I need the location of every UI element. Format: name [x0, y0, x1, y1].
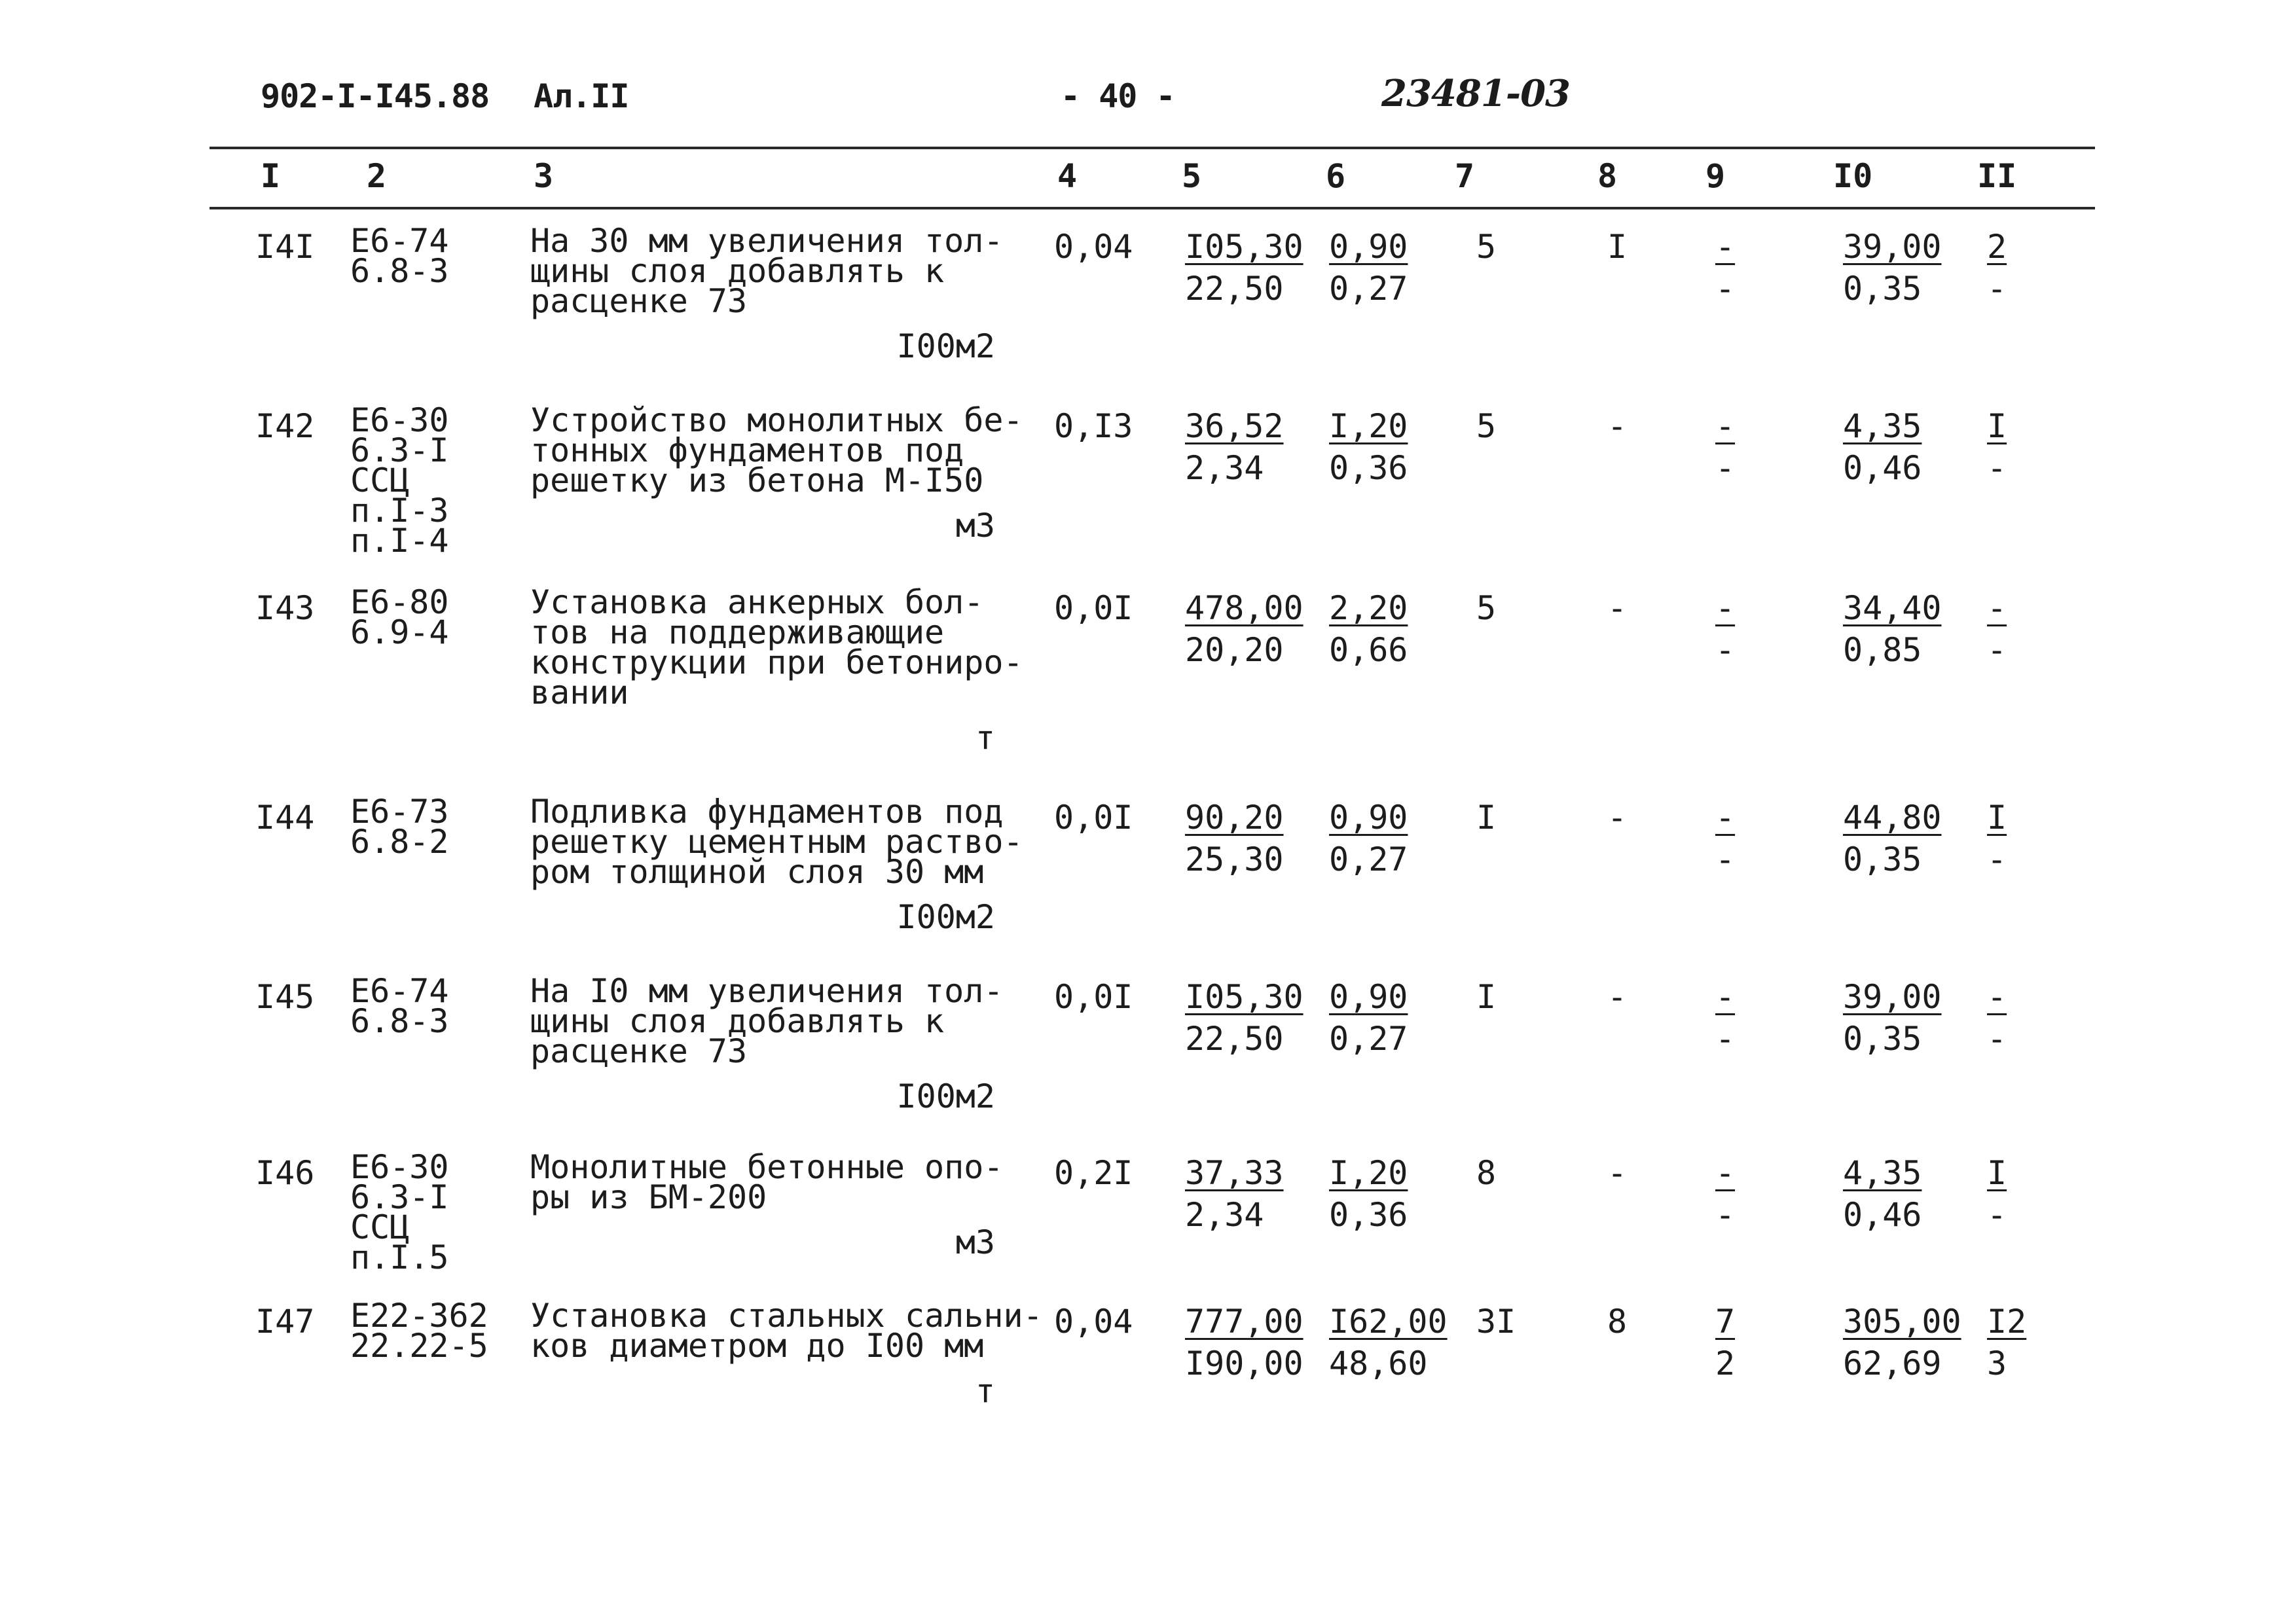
column-9-values: [1715, 1136, 1843, 1291]
value: -: [1607, 1154, 1628, 1192]
column-header-1: I: [261, 157, 281, 195]
value-bottom: -: [1715, 1196, 1736, 1234]
rate-code-line: 6.8-3: [350, 252, 449, 290]
rate-code-line: 22.22-5: [350, 1327, 488, 1365]
table-row: [255, 1136, 2066, 1291]
column-7-value: [1476, 386, 1607, 574]
column-11-values: [1987, 574, 2066, 777]
quantity: [1054, 226, 1185, 386]
column-header-10: I0: [1833, 157, 1873, 195]
value-bottom: 0,35: [1843, 840, 1922, 878]
rate-code: [350, 222, 530, 386]
column-10-values: [1843, 777, 1987, 956]
column-header-5: 5: [1182, 157, 1202, 195]
rate-code: [350, 386, 530, 574]
estimate-table-body: [255, 222, 2066, 1430]
column-8-value: [1607, 574, 1715, 777]
value-bottom: -: [1715, 1020, 1736, 1058]
row-number: [255, 226, 350, 386]
value: I: [1476, 799, 1497, 837]
value-top: 0,90: [1329, 978, 1408, 1016]
column-8-value: [1607, 777, 1715, 956]
value-top: 2,20: [1329, 589, 1408, 627]
row-number: [255, 1291, 350, 1430]
column-8-value: [1607, 956, 1715, 1136]
description-line: тонных фундаментов под: [530, 431, 964, 469]
value-top: I05,30: [1185, 228, 1303, 266]
row-number-value: I46: [255, 1154, 315, 1192]
page-number: - 40 -: [1061, 77, 1175, 115]
value: -: [1607, 589, 1628, 627]
value-bottom: 0,35: [1843, 1020, 1922, 1058]
value-bottom: 48,60: [1329, 1344, 1428, 1382]
value-bottom: -: [1715, 840, 1736, 878]
value: 8: [1607, 1303, 1628, 1341]
rate-code: [350, 574, 530, 777]
quantity-value: 0,0I: [1054, 799, 1133, 837]
table-row: [255, 1291, 2066, 1430]
column-8-value: [1607, 226, 1715, 386]
column-header-2: 2: [367, 157, 387, 195]
column-header-9: 9: [1705, 157, 1726, 195]
column-9-values: [1715, 574, 1843, 777]
value: 5: [1476, 589, 1497, 627]
rate-code-line: п.I-3: [350, 492, 449, 530]
quantity-value: 0,2I: [1054, 1154, 1133, 1192]
column-6-values: [1329, 386, 1476, 574]
description-line: расценке 73: [530, 282, 748, 320]
column-header-6: 6: [1326, 157, 1346, 195]
rate-code-line: 6.8-3: [350, 1002, 449, 1040]
value-bottom: 2,34: [1185, 449, 1264, 487]
value-top: 777,00: [1185, 1303, 1303, 1341]
rate-code-line: ССЦ: [350, 1208, 410, 1246]
row-number: [255, 956, 350, 1136]
value: 8: [1476, 1154, 1497, 1192]
row-number-value: I44: [255, 799, 315, 837]
value-bottom: 22,50: [1185, 270, 1284, 308]
value-bottom: -: [1987, 449, 2007, 487]
value: 5: [1476, 228, 1497, 266]
value-bottom: 0,85: [1843, 631, 1922, 669]
value-bottom: 0,27: [1329, 840, 1408, 878]
column-7-value: [1476, 1291, 1607, 1430]
description-line: ков диаметром до I00 мм: [530, 1327, 984, 1365]
row-number-value: I45: [255, 978, 315, 1016]
value-top: 90,20: [1185, 799, 1284, 837]
column-header-8: 8: [1597, 157, 1618, 195]
description-line: тов на поддерживающие: [530, 613, 945, 651]
column-8-value: [1607, 1136, 1715, 1291]
value-bottom: 22,50: [1185, 1020, 1284, 1058]
description-line: Устройство монолитных бе-: [530, 401, 1023, 439]
description-line: Монолитные бетонные опо-: [530, 1148, 1004, 1186]
value-bottom: 0,36: [1329, 449, 1408, 487]
value-top: I05,30: [1185, 978, 1303, 1016]
value-bottom: 0,46: [1843, 449, 1922, 487]
description-line: решетку цементным раство-: [530, 823, 1023, 861]
value-top: -: [1715, 978, 1736, 1016]
estimate-table: [255, 222, 2066, 1430]
measure-unit: I00м2: [896, 327, 995, 365]
table-row: [255, 226, 2066, 386]
column-5-values: [1185, 1291, 1329, 1430]
quantity: [1054, 574, 1185, 777]
value-bottom: -: [1987, 270, 2007, 308]
description-line: На 30 мм увеличения тол-: [530, 222, 1004, 260]
value-top: -: [1715, 1154, 1736, 1192]
document-code: 902-I-I45.88: [261, 77, 490, 115]
row-number: [255, 777, 350, 956]
column-10-values: [1843, 386, 1987, 574]
handwritten-number: 23481-03: [1381, 72, 1570, 115]
value-bottom: -: [1987, 1196, 2007, 1234]
value-bottom: I90,00: [1185, 1344, 1303, 1382]
value-top: -: [1715, 589, 1736, 627]
value-top: I: [1987, 1154, 2007, 1192]
column-5-values: [1185, 1136, 1329, 1291]
column-8-value: [1607, 386, 1715, 574]
description-line: Подливка фундаментов под: [530, 793, 1004, 831]
rate-code-line: 6.9-4: [350, 613, 449, 651]
column-11-values: [1987, 226, 2066, 386]
measure-unit: т: [975, 1372, 995, 1410]
column-9-values: [1715, 1291, 1843, 1430]
value-top: 39,00: [1843, 228, 1942, 266]
rate-code-line: Е6-30: [350, 401, 449, 439]
value-top: 0,90: [1329, 228, 1408, 266]
column-6-values: [1329, 956, 1476, 1136]
value-bottom: -: [1715, 449, 1736, 487]
value-bottom: 2,34: [1185, 1196, 1264, 1234]
column-6-values: [1329, 1136, 1476, 1291]
value-bottom: 20,20: [1185, 631, 1284, 669]
column-7-value: [1476, 574, 1607, 777]
value: -: [1607, 407, 1628, 445]
description-line: щины слоя добавлять к: [530, 252, 945, 290]
row-number-value: I4I: [255, 228, 315, 266]
header-rule-bottom: [210, 207, 2095, 209]
quantity: [1054, 1291, 1185, 1430]
value-bottom: 0,35: [1843, 270, 1922, 308]
value-top: 305,00: [1843, 1303, 1961, 1341]
value-top: I62,00: [1329, 1303, 1448, 1341]
rate-code-line: Е6-73: [350, 793, 449, 831]
column-6-values: [1329, 1291, 1476, 1430]
value: 3I: [1476, 1303, 1516, 1341]
column-10-values: [1843, 1136, 1987, 1291]
column-6-values: [1329, 777, 1476, 956]
value-top: 7: [1715, 1303, 1736, 1341]
column-5-values: [1185, 956, 1329, 1136]
rate-code: [350, 956, 530, 1136]
value-top: I,20: [1329, 1154, 1408, 1192]
description-line: щины слоя добавлять к: [530, 1002, 945, 1040]
column-header-7: 7: [1455, 157, 1475, 195]
measure-unit: м3: [955, 1223, 995, 1261]
column-10-values: [1843, 1291, 1987, 1430]
column-10-values: [1843, 226, 1987, 386]
column-7-value: [1476, 1136, 1607, 1291]
description-line: конструкции при бетониро-: [530, 643, 1023, 681]
value: 5: [1476, 407, 1497, 445]
column-6-values: [1329, 574, 1476, 777]
column-5-values: [1185, 777, 1329, 956]
rate-code-line: 6.3-I: [350, 1178, 449, 1216]
quantity: [1054, 956, 1185, 1136]
header-rule-top: [210, 147, 2095, 149]
row-number-value: I47: [255, 1303, 315, 1341]
value-top: 4,35: [1843, 407, 1922, 445]
column-5-values: [1185, 386, 1329, 574]
value-bottom: 0,46: [1843, 1196, 1922, 1234]
rate-code-line: 6.8-2: [350, 823, 449, 861]
value-bottom: 0,66: [1329, 631, 1408, 669]
work-description: [530, 1291, 1054, 1430]
value-bottom: -: [1987, 631, 2007, 669]
quantity-value: 0,0I: [1054, 589, 1133, 627]
rate-code-line: Е6-74: [350, 972, 449, 1010]
rate-code-line: п.I-4: [350, 522, 449, 560]
rate-code: [350, 777, 530, 956]
value-bottom: 25,30: [1185, 840, 1284, 878]
column-10-values: [1843, 956, 1987, 1136]
description-line: Установка анкерных бол-: [530, 583, 984, 621]
row-number-value: I43: [255, 589, 315, 627]
work-description: [530, 222, 1054, 386]
column-8-value: [1607, 1291, 1715, 1430]
value-bottom: -: [1715, 631, 1736, 669]
column-11-values: [1987, 777, 2066, 956]
quantity: [1054, 1136, 1185, 1291]
rate-code-line: Е6-74: [350, 222, 449, 260]
description-line: Установка стальных сальни-: [530, 1297, 1043, 1335]
quantity-value: 0,04: [1054, 228, 1133, 266]
sheet-label: Ал.II: [534, 77, 629, 115]
value-top: I: [1987, 799, 2007, 837]
column-5-values: [1185, 574, 1329, 777]
value: I: [1607, 228, 1628, 266]
quantity-value: 0,0I: [1054, 978, 1133, 1016]
rate-code-line: Е22-362: [350, 1297, 488, 1335]
value-bottom: 0,27: [1329, 1020, 1408, 1058]
column-7-value: [1476, 777, 1607, 956]
description-line: ром толщиной слоя 30 мм: [530, 853, 984, 891]
value-bottom: 0,27: [1329, 270, 1408, 308]
description-line: расценке 73: [530, 1032, 748, 1070]
column-9-values: [1715, 226, 1843, 386]
work-description: [530, 386, 1054, 574]
measure-unit: I00м2: [896, 898, 995, 936]
table-row: [255, 956, 2066, 1136]
value-top: 44,80: [1843, 799, 1942, 837]
rate-code-line: ССЦ: [350, 461, 410, 499]
quantity-value: 0,04: [1054, 1303, 1133, 1341]
rate-code: [350, 1291, 530, 1430]
value-top: -: [1715, 799, 1736, 837]
quantity-value: 0,I3: [1054, 407, 1133, 445]
value-bottom: 2: [1715, 1344, 1736, 1382]
value-top: I2: [1987, 1303, 2027, 1341]
rate-code-line: 6.3-I: [350, 431, 449, 469]
value: -: [1607, 799, 1628, 837]
column-11-values: [1987, 1136, 2066, 1291]
value-top: I: [1987, 407, 2007, 445]
column-header-3: 3: [534, 157, 554, 195]
column-7-value: [1476, 226, 1607, 386]
value-bottom: -: [1715, 270, 1736, 308]
description-line: На I0 мм увеличения тол-: [530, 972, 1004, 1010]
value-top: -: [1715, 228, 1736, 266]
row-number: [255, 1136, 350, 1291]
value-bottom: -: [1987, 1020, 2007, 1058]
value-bottom: 3: [1987, 1344, 2007, 1382]
column-6-values: [1329, 226, 1476, 386]
column-9-values: [1715, 386, 1843, 574]
value-top: -: [1715, 407, 1736, 445]
work-description: [530, 777, 1054, 956]
value-top: 37,33: [1185, 1154, 1284, 1192]
table-row: [255, 574, 2066, 777]
value-top: 478,00: [1185, 589, 1303, 627]
row-number-value: I42: [255, 407, 315, 445]
row-number: [255, 386, 350, 574]
measure-unit: т: [975, 719, 995, 757]
quantity: [1054, 386, 1185, 574]
rate-code-line: Е6-80: [350, 583, 449, 621]
table-row: [255, 386, 2066, 574]
column-10-values: [1843, 574, 1987, 777]
value: -: [1607, 978, 1628, 1016]
measure-unit: м3: [955, 507, 995, 545]
quantity: [1054, 777, 1185, 956]
value-top: 36,52: [1185, 407, 1284, 445]
column-11-values: [1987, 956, 2066, 1136]
column-7-value: [1476, 956, 1607, 1136]
description-line: ры из БМ-200: [530, 1178, 767, 1216]
work-description: [530, 956, 1054, 1136]
value-bottom: 0,36: [1329, 1196, 1408, 1234]
work-description: [530, 574, 1054, 777]
column-5-values: [1185, 226, 1329, 386]
value-top: I,20: [1329, 407, 1408, 445]
column-11-values: [1987, 386, 2066, 574]
column-header-4: 4: [1057, 157, 1078, 195]
value-top: 39,00: [1843, 978, 1942, 1016]
row-number: [255, 574, 350, 777]
value-top: 0,90: [1329, 799, 1408, 837]
measure-unit: I00м2: [896, 1077, 995, 1115]
work-description: [530, 1136, 1054, 1291]
value-top: -: [1987, 978, 2007, 1016]
value-top: 34,40: [1843, 589, 1942, 627]
column-9-values: [1715, 956, 1843, 1136]
rate-code-line: Е6-30: [350, 1148, 449, 1186]
value-top: -: [1987, 589, 2007, 627]
value: I: [1476, 978, 1497, 1016]
table-row: [255, 777, 2066, 956]
value-top: 4,35: [1843, 1154, 1922, 1192]
description-line: вании: [530, 674, 629, 712]
rate-code-line: п.I.5: [350, 1238, 449, 1276]
column-9-values: [1715, 777, 1843, 956]
value-bottom: 62,69: [1843, 1344, 1942, 1382]
column-11-values: [1987, 1291, 2066, 1430]
rate-code: [350, 1136, 530, 1291]
description-line: решетку из бетона М-I50: [530, 461, 984, 499]
column-header-11: II: [1977, 157, 2017, 195]
value-top: 2: [1987, 228, 2007, 266]
value-bottom: -: [1987, 840, 2007, 878]
